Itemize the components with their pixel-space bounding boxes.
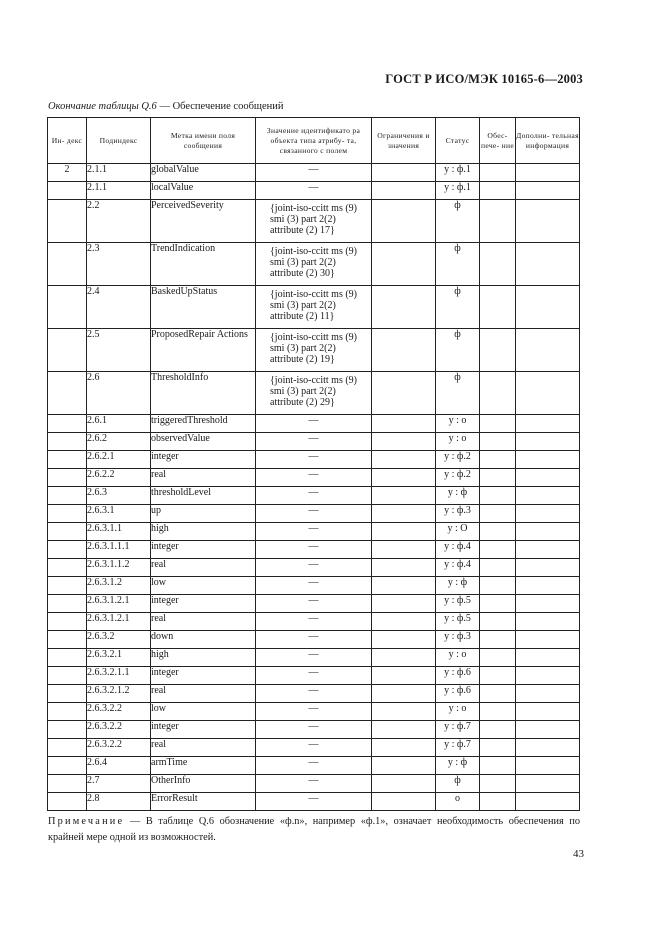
cell-status: у : ф xyxy=(436,757,480,775)
cell-object-id: — xyxy=(256,415,372,433)
cell-index xyxy=(48,757,87,775)
cell-constraints xyxy=(372,451,436,469)
cell-status: ф xyxy=(436,286,480,329)
cell-object-id: — xyxy=(256,577,372,595)
cell-status: у : о xyxy=(436,703,480,721)
cell-field-label: integer xyxy=(151,667,256,685)
cell-index xyxy=(48,703,87,721)
cell-index xyxy=(48,243,87,286)
cell-constraints xyxy=(372,415,436,433)
cell-support xyxy=(480,243,516,286)
cell-support xyxy=(480,505,516,523)
cell-support xyxy=(480,595,516,613)
table-body xyxy=(48,164,580,811)
table-row xyxy=(48,559,580,577)
col-header-status: Статус xyxy=(436,118,480,164)
col-header-additional-info: Дополни- тельная информация xyxy=(516,118,580,164)
table-row xyxy=(48,721,580,739)
cell-additional-info xyxy=(516,487,580,505)
cell-subindex: 2.1.1 xyxy=(87,182,151,200)
col-header-object-id: Значение идентификато ра объекта типа атрибу- та, связанного с полем xyxy=(256,118,372,164)
cell-additional-info xyxy=(516,469,580,487)
cell-constraints xyxy=(372,631,436,649)
cell-object-id: — xyxy=(256,541,372,559)
cell-object-id: — xyxy=(256,649,372,667)
cell-status: ф xyxy=(436,372,480,415)
cell-status: у : о xyxy=(436,649,480,667)
cell-status: у : ф.5 xyxy=(436,613,480,631)
cell-field-label: ProposedRepair Actions xyxy=(151,329,256,372)
cell-additional-info xyxy=(516,541,580,559)
cell-subindex: 2.6.3.1.1.2 xyxy=(87,559,151,577)
cell-object-id: — xyxy=(256,721,372,739)
cell-constraints xyxy=(372,243,436,286)
cell-index xyxy=(48,667,87,685)
cell-support xyxy=(480,415,516,433)
table-row xyxy=(48,595,580,613)
cell-subindex: 2.6.3.1.1.1 xyxy=(87,541,151,559)
cell-constraints xyxy=(372,164,436,182)
cell-status: у : ф.3 xyxy=(436,631,480,649)
document-standard-header: ГОСТ Р ИСО/МЭК 10165-6—2003 xyxy=(385,72,583,86)
cell-status: у : ф.1 xyxy=(436,164,480,182)
cell-support xyxy=(480,200,516,243)
cell-field-label: globalValue xyxy=(151,164,256,182)
cell-index xyxy=(48,523,87,541)
table-row xyxy=(48,286,580,329)
cell-subindex: 2.6 xyxy=(87,372,151,415)
cell-support xyxy=(480,649,516,667)
table-row xyxy=(48,505,580,523)
cell-subindex: 2.6.3.2 xyxy=(87,631,151,649)
cell-field-label: BaskedUpStatus xyxy=(151,286,256,329)
cell-object-id: — xyxy=(256,182,372,200)
cell-object-id: — xyxy=(256,164,372,182)
cell-field-label: real xyxy=(151,739,256,757)
cell-field-label: ErrorResult xyxy=(151,793,256,811)
cell-constraints xyxy=(372,469,436,487)
cell-constraints xyxy=(372,541,436,559)
cell-support xyxy=(480,631,516,649)
cell-index xyxy=(48,685,87,703)
col-header-index: Ин- декс xyxy=(48,118,87,164)
cell-object-id: — xyxy=(256,775,372,793)
cell-subindex: 2.6.2 xyxy=(87,433,151,451)
cell-status: ф xyxy=(436,775,480,793)
cell-status: у : ф.3 xyxy=(436,505,480,523)
table-header-row xyxy=(48,118,580,164)
cell-subindex: 2.6.3.1.2.1 xyxy=(87,595,151,613)
table-caption xyxy=(48,101,284,112)
cell-object-id: — xyxy=(256,793,372,811)
cell-subindex: 2.3 xyxy=(87,243,151,286)
cell-field-label: integer xyxy=(151,541,256,559)
cell-index xyxy=(48,595,87,613)
cell-index xyxy=(48,721,87,739)
table-row xyxy=(48,703,580,721)
cell-index xyxy=(48,631,87,649)
table-row xyxy=(48,613,580,631)
col-header-constraints: Ограничения и значения xyxy=(372,118,436,164)
cell-subindex: 2.6.3.1.2.1 xyxy=(87,613,151,631)
cell-status: ф xyxy=(436,243,480,286)
cell-field-label: PerceivedSeverity xyxy=(151,200,256,243)
cell-subindex: 2.5 xyxy=(87,329,151,372)
table-row xyxy=(48,433,580,451)
cell-additional-info xyxy=(516,164,580,182)
cell-status: ф xyxy=(436,200,480,243)
cell-status: у : ф.4 xyxy=(436,559,480,577)
cell-field-label: localValue xyxy=(151,182,256,200)
table-row xyxy=(48,487,580,505)
cell-subindex: 2.7 xyxy=(87,775,151,793)
cell-status: у : ф.4 xyxy=(436,541,480,559)
cell-status: у : ф.6 xyxy=(436,685,480,703)
cell-subindex: 2.6.2.2 xyxy=(87,469,151,487)
cell-field-label: low xyxy=(151,577,256,595)
cell-additional-info xyxy=(516,200,580,243)
cell-status: у : ф.6 xyxy=(436,667,480,685)
cell-additional-info xyxy=(516,451,580,469)
cell-status: у : О xyxy=(436,523,480,541)
note-text: — В таблице Q.6 обозначение «ф.n», например «ф.1», означает необходимость обеспечения по крайней мере одной из возможностей. xyxy=(48,816,580,843)
cell-additional-info xyxy=(516,415,580,433)
cell-support xyxy=(480,685,516,703)
cell-field-label: integer xyxy=(151,721,256,739)
cell-object-id: — xyxy=(256,469,372,487)
cell-support xyxy=(480,793,516,811)
cell-subindex: 2.6.3.2.1.1 xyxy=(87,667,151,685)
table-caption-italic: Окончание таблицы Q.6 xyxy=(48,101,157,112)
cell-status: у : о xyxy=(436,433,480,451)
table-row xyxy=(48,164,580,182)
cell-subindex: 2.6.3.2.2 xyxy=(87,703,151,721)
cell-support xyxy=(480,164,516,182)
cell-index xyxy=(48,577,87,595)
cell-field-label: armTime xyxy=(151,757,256,775)
cell-constraints xyxy=(372,200,436,243)
cell-constraints xyxy=(372,182,436,200)
cell-status: о xyxy=(436,793,480,811)
cell-additional-info xyxy=(516,775,580,793)
cell-support xyxy=(480,487,516,505)
cell-index xyxy=(48,739,87,757)
cell-field-label: low xyxy=(151,703,256,721)
cell-subindex: 2.6.1 xyxy=(87,415,151,433)
cell-support xyxy=(480,541,516,559)
cell-constraints xyxy=(372,793,436,811)
cell-constraints xyxy=(372,329,436,372)
cell-additional-info xyxy=(516,329,580,372)
page-number: 43 xyxy=(573,848,584,860)
cell-object-id: — xyxy=(256,487,372,505)
table-row xyxy=(48,739,580,757)
cell-additional-info xyxy=(516,721,580,739)
cell-index xyxy=(48,286,87,329)
cell-additional-info xyxy=(516,793,580,811)
cell-object-id: — xyxy=(256,433,372,451)
cell-additional-info xyxy=(516,372,580,415)
cell-field-label: triggeredThreshold xyxy=(151,415,256,433)
cell-constraints xyxy=(372,372,436,415)
table-row xyxy=(48,415,580,433)
cell-subindex: 2.8 xyxy=(87,793,151,811)
cell-index xyxy=(48,415,87,433)
cell-subindex: 2.1.1 xyxy=(87,164,151,182)
cell-support xyxy=(480,451,516,469)
cell-support xyxy=(480,757,516,775)
table-row xyxy=(48,200,580,243)
cell-constraints xyxy=(372,649,436,667)
cell-index xyxy=(48,451,87,469)
cell-field-label: TrendIndication xyxy=(151,243,256,286)
cell-support xyxy=(480,286,516,329)
cell-subindex: 2.2 xyxy=(87,200,151,243)
cell-index xyxy=(48,559,87,577)
cell-additional-info xyxy=(516,757,580,775)
table-row xyxy=(48,649,580,667)
cell-support xyxy=(480,577,516,595)
cell-subindex: 2.6.3.1.2 xyxy=(87,577,151,595)
cell-field-label: high xyxy=(151,649,256,667)
cell-field-label: thresholdLevel xyxy=(151,487,256,505)
cell-subindex: 2.6.3.1.1 xyxy=(87,523,151,541)
table-caption-rest: — Обеспечение сообщений xyxy=(156,101,284,112)
cell-support xyxy=(480,703,516,721)
cell-index xyxy=(48,649,87,667)
table-row xyxy=(48,451,580,469)
cell-status: у : ф xyxy=(436,577,480,595)
table-row xyxy=(48,667,580,685)
cell-object-id: — xyxy=(256,757,372,775)
cell-additional-info xyxy=(516,286,580,329)
table-row xyxy=(48,182,580,200)
cell-index xyxy=(48,372,87,415)
cell-support xyxy=(480,469,516,487)
cell-support xyxy=(480,433,516,451)
cell-field-label: observedValue xyxy=(151,433,256,451)
cell-subindex: 2.6.3.2.2 xyxy=(87,721,151,739)
cell-subindex: 2.6.2.1 xyxy=(87,451,151,469)
table-row xyxy=(48,243,580,286)
cell-support xyxy=(480,559,516,577)
cell-index xyxy=(48,541,87,559)
cell-constraints xyxy=(372,433,436,451)
cell-additional-info xyxy=(516,739,580,757)
cell-object-id: — xyxy=(256,613,372,631)
cell-additional-info xyxy=(516,703,580,721)
cell-index xyxy=(48,613,87,631)
cell-index xyxy=(48,775,87,793)
cell-constraints xyxy=(372,703,436,721)
cell-additional-info xyxy=(516,685,580,703)
cell-field-label: up xyxy=(151,505,256,523)
table-note xyxy=(48,814,580,846)
table-row xyxy=(48,469,580,487)
cell-field-label: real xyxy=(151,685,256,703)
cell-object-id: {joint-iso-ccitt ms (9) smi (3) part 2(2) attribute (2) 30} xyxy=(256,243,372,286)
cell-status: у : ф.2 xyxy=(436,469,480,487)
cell-index xyxy=(48,200,87,243)
cell-field-label: real xyxy=(151,559,256,577)
table-row xyxy=(48,577,580,595)
cell-constraints xyxy=(372,595,436,613)
cell-field-label: real xyxy=(151,613,256,631)
cell-index xyxy=(48,182,87,200)
cell-additional-info xyxy=(516,243,580,286)
cell-object-id: — xyxy=(256,595,372,613)
cell-object-id: {joint-iso-ccitt ms (9) smi (3) part 2(2) attribute (2) 17} xyxy=(256,200,372,243)
cell-field-label: OtherInfo xyxy=(151,775,256,793)
cell-index xyxy=(48,469,87,487)
table-row xyxy=(48,541,580,559)
cell-constraints xyxy=(372,487,436,505)
cell-additional-info xyxy=(516,577,580,595)
cell-status: у : ф.7 xyxy=(436,739,480,757)
cell-constraints xyxy=(372,667,436,685)
cell-object-id: — xyxy=(256,451,372,469)
cell-index xyxy=(48,433,87,451)
cell-object-id: — xyxy=(256,505,372,523)
cell-constraints xyxy=(372,559,436,577)
cell-support xyxy=(480,721,516,739)
cell-object-id: — xyxy=(256,631,372,649)
cell-constraints xyxy=(372,523,436,541)
cell-constraints xyxy=(372,739,436,757)
cell-additional-info xyxy=(516,649,580,667)
cell-object-id: — xyxy=(256,667,372,685)
cell-additional-info xyxy=(516,523,580,541)
cell-object-id: {joint-iso-ccitt ms (9) smi (3) part 2(2) attribute (2) 11} xyxy=(256,286,372,329)
table-row xyxy=(48,329,580,372)
table-row xyxy=(48,685,580,703)
cell-constraints xyxy=(372,775,436,793)
cell-status: у : ф xyxy=(436,487,480,505)
cell-support xyxy=(480,667,516,685)
cell-additional-info xyxy=(516,433,580,451)
cell-object-id: {joint-iso-ccitt ms (9) smi (3) part 2(2) attribute (2) 29} xyxy=(256,372,372,415)
col-header-field-label: Метка имени поля сообщения xyxy=(151,118,256,164)
cell-constraints xyxy=(372,757,436,775)
cell-field-label: integer xyxy=(151,595,256,613)
cell-index: 2 xyxy=(48,164,87,182)
cell-constraints xyxy=(372,577,436,595)
col-header-support: Обес- пече- ние xyxy=(480,118,516,164)
cell-index xyxy=(48,793,87,811)
cell-field-label: down xyxy=(151,631,256,649)
cell-subindex: 2.6.4 xyxy=(87,757,151,775)
cell-status: у : о xyxy=(436,415,480,433)
cell-support xyxy=(480,372,516,415)
cell-subindex: 2.6.3.2.1 xyxy=(87,649,151,667)
messages-table xyxy=(47,117,580,811)
cell-index xyxy=(48,329,87,372)
cell-additional-info xyxy=(516,667,580,685)
cell-additional-info xyxy=(516,631,580,649)
cell-constraints xyxy=(372,505,436,523)
cell-subindex: 2.6.3 xyxy=(87,487,151,505)
cell-support xyxy=(480,182,516,200)
cell-field-label: integer xyxy=(151,451,256,469)
table-row xyxy=(48,757,580,775)
cell-status: у : ф.5 xyxy=(436,595,480,613)
cell-constraints xyxy=(372,685,436,703)
cell-object-id: — xyxy=(256,703,372,721)
cell-additional-info xyxy=(516,613,580,631)
cell-index xyxy=(48,505,87,523)
cell-constraints xyxy=(372,721,436,739)
cell-field-label: real xyxy=(151,469,256,487)
table-row xyxy=(48,523,580,541)
cell-object-id: — xyxy=(256,523,372,541)
table-row xyxy=(48,372,580,415)
table-row xyxy=(48,775,580,793)
cell-additional-info xyxy=(516,559,580,577)
cell-support xyxy=(480,523,516,541)
cell-status: ф xyxy=(436,329,480,372)
cell-field-label: high xyxy=(151,523,256,541)
cell-subindex: 2.6.3.2.2 xyxy=(87,739,151,757)
cell-object-id: — xyxy=(256,685,372,703)
cell-additional-info xyxy=(516,595,580,613)
table-row xyxy=(48,793,580,811)
cell-status: у : ф.1 xyxy=(436,182,480,200)
cell-constraints xyxy=(372,613,436,631)
cell-subindex: 2.6.3.1 xyxy=(87,505,151,523)
col-header-subindex: Подиндекс xyxy=(87,118,151,164)
cell-additional-info xyxy=(516,182,580,200)
cell-status: у : ф.7 xyxy=(436,721,480,739)
cell-additional-info xyxy=(516,505,580,523)
cell-object-id: {joint-iso-ccitt ms (9) smi (3) part 2(2) attribute (2) 19} xyxy=(256,329,372,372)
cell-subindex: 2.4 xyxy=(87,286,151,329)
cell-status: у : ф.2 xyxy=(436,451,480,469)
cell-constraints xyxy=(372,286,436,329)
table-row xyxy=(48,631,580,649)
cell-field-label: ThresholdInfo xyxy=(151,372,256,415)
cell-support xyxy=(480,739,516,757)
cell-subindex: 2.6.3.2.1.2 xyxy=(87,685,151,703)
cell-object-id: — xyxy=(256,559,372,577)
cell-support xyxy=(480,329,516,372)
cell-index xyxy=(48,487,87,505)
cell-support xyxy=(480,613,516,631)
cell-object-id: — xyxy=(256,739,372,757)
note-lead: Примечание xyxy=(48,816,125,827)
cell-support xyxy=(480,775,516,793)
